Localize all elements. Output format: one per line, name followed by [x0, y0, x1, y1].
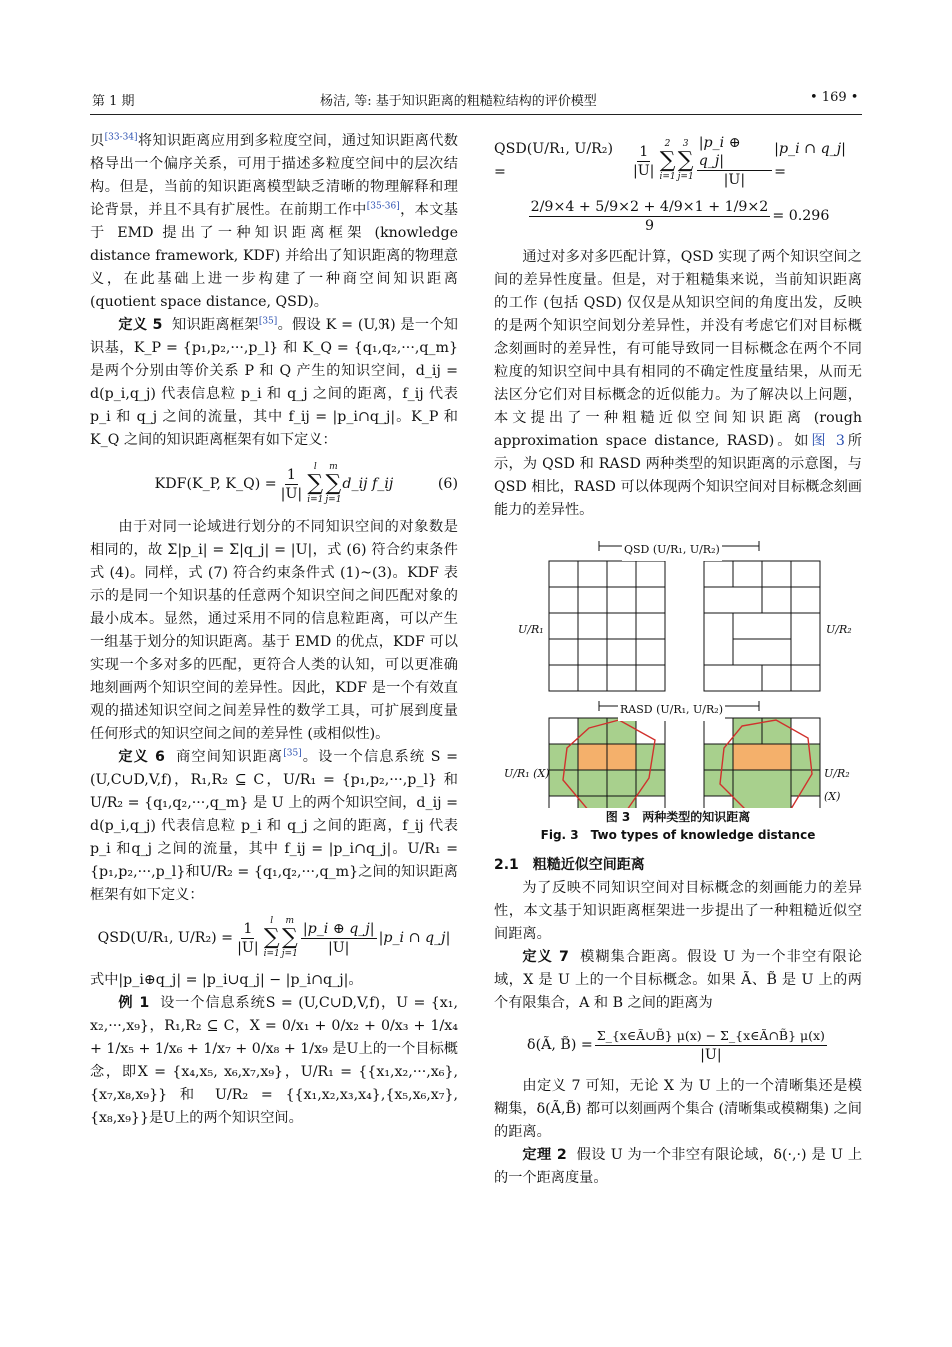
figure-link[interactable]: 图 3: [811, 433, 845, 449]
figure-caption-en: Fig. 3 Two types of knowledge distance: [540, 828, 816, 842]
citation[interactable]: [35-36]: [366, 201, 400, 212]
para-section-intro: 为了反映不同知识空间对目标概念的刻画能力的差异性，本文基于知识距离框架进一步提出了一种粗糙近似空间距离。: [494, 880, 862, 942]
definition-5: 定义 5 知识距离框架[35]。假设 K = (U,ℜ) 是一个知识基，K_P = {p₁,p₂,···,p_l} 和 K_Q = {q₁,q₂,···,q_m} 是两个分别由等价关系 P 和 Q 产生的知识空间，d_ij = d(p_i,q_j) 代表信息粒 p_i 和 q_j 之间的距离，f_ij 代表 p_i 和 q_j 之间的流量，其中 f_ij = |p_i∩q_j|。K_P 和 K_Q 之间的知识距离框架有如下定义：: [90, 316, 458, 448]
equation-6: KDF(K_P, K_Q) = $\frac{1}{|U|}$ l ∑ i=1 m ∑ j=1 d_ij f_ij (6): [154, 462, 458, 505]
figure-3: [494, 536, 862, 808]
section-2-1: 2.1 粗糙近似空间距离: [494, 857, 645, 873]
para-rasd-intro: 通过对多对多匹配计算，QSD 实现了两个知识空间之间的差异性度量。但是，对于粗糙集来说，当前知识距离的工作 (包括 QSD) 仅仅是从知识空间的角度出发，反映的是两个知识空间划分差异性，并没有考虑它们对目标概念刻画时的差异性，有可能导致同一目标概念在两个不同粒度的知识空间中具有相同的不确定性度量结果，从而无法区分它们对目标概念的近似能力。为了解决以上问题，本文提出了一种粗糙近似空间知识距离 (rough approximation space distance, RASD)。如图 3所示，为 QSD 和 RASD 两种类型的知识距离的示意图，与 QSD 相比，RASD 可以体现两个知识空间对目标概念刻画能力的差异性。: [494, 249, 862, 518]
equation-qsd-calc: $\frac{2/9\times 4 + 5/9\times 2 + 4/9\times 1 + 1/9\times 2}{9}$ = 0.296: [530, 198, 830, 234]
para-def7-note: 由定义 7 可知，无论 X 为 U 上的一个清晰集还是模糊集，δ(Ã,B̃) 都可以刻画两个集合 (清晰集或模糊集) 之间的距离。: [494, 1078, 862, 1140]
right-top-label: U/R₂: [826, 623, 852, 636]
left-bot-label: U/R₁ (X): [504, 767, 550, 780]
para-intro: 贝[33-34]将知识距离应用到多粒度空间，通过知识距离代数格导出一个偏序关系，可用于描述多粒度空间中的层次结构。但是，当前的知识距离模型缺乏清晰的物理解释和理论背景，并且不具有扩展性。在前期工作中[35-36]，本文基于 EMD 提出了一种知识距离框架 (knowledge distance framework, KDF) 并给出了知识距离的物理意义，在此基础上进一步构建了一种商空间知识距离 (quotient space distance, QSD)。: [90, 132, 458, 310]
header-rule: [90, 114, 862, 115]
definition-6: 定义 6 商空间知识距离[35]。设一个信息系统 S = (U,C∪D,V,f)，R₁,R₂ ⊆ C，U/R₁ = {p₁,p₂,···,p_l} 和 U/R₂ = {q₁,q₂,···,q_m} 是 U 上的两个知识空间，d_ij = d(p_i,q_j) 代表信息粒 p_i 和 q_j 之间的距离，f_ij 代表 p_i 和q_j 之间的流量，其中 f_ij = |p_i∩q_j|。U/R₁ = {p₁,p₂,···,p_l}和U/R₂ = {q₁,q₂,···,q_m}之间的知识距离框架有如下定义：: [90, 748, 458, 903]
citation[interactable]: [35]: [258, 316, 278, 327]
citation[interactable]: [33-34]: [104, 132, 138, 143]
equation-qsd-example: QSD(U/R₁, U/R₂) = $\frac{1}{|U|}$ 2 ∑ i=1 3 ∑ j=1 $\frac{|p\_i \oplus q\_j|}{|U|}$ |p_i ∩ q_j| =: [494, 134, 846, 188]
example-1: 例 1 设一个信息系统S = (U,C∪D,V,f)，U = {x₁, x₂,···,x₉}，R₁,R₂ ⊆ C，X = 0/x₁ + 0/x₂ + 0/x₃ + 1/x₄ + 1/x₅ + 1/x₆ + 1/x₇ + 0/x₈ + 1/x₉ 是U上的一个目标概念，即X = {x₄,x₅, x₆,x₇,x₉}，U/R₁ = {{x₁,x₂,···,x₆},{x₇,x₈,x₉}} 和 U/R₂ = {{x₁,x₂,x₃,x₄},{x₅,x₆,x₇},{x₈,x₉}}是U上的两个知识空间。: [90, 995, 458, 1126]
equation-7: QSD(U/R₁, U/R₂) = $\frac{1}{|U|}$ l ∑ i=1 m ∑ j=1 $\frac{|p\_i \oplus q\_j|}{|U|}$ |p_i ∩ q_j|: [97, 916, 451, 959]
equation-def7: δ(Ã, B̃) = $\frac{\Sigma\_\{x\in Ã\cup B̃\} \mu(x) - \Sigma\_\{x\in Ã\cap B̃\} \mu(x)}{|U|}$: [527, 1027, 825, 1063]
para-symdiff: 式中|p_i⊕q_j| = |p_i∪q_j| − |p_i∩q_j|。: [90, 972, 363, 988]
grid-ur1: [549, 561, 665, 691]
header-issue: 第 1 期: [92, 94, 135, 109]
right-bot-label: U/R₂ (X): [824, 767, 850, 803]
theorem-2: 定理 2 假设 U 为一个非空有限论域，δ(·,·) 是 U 上的一个距离度量。: [494, 1147, 863, 1186]
para-kdf: 由于对同一论域进行划分的不同知识空间的对象数是相同的，故 Σ|p_i| = Σ|q_j| = |U|，式 (6) 符合约束条件式 (4)。同样，式 (7) 符合约束条件式 (1)~(3)。KDF 表示的是同一个知识基的任意两个知识空间之间匹配对象的最小成本。显然，通过采用不同的信息粒距离，可以产生一组基于划分的知识距离。基于 EMD 的优点，KDF 可以实现一个多对多的匹配，更符合人类的认知，可以更准确地刻画两个知识空间的差异性。因此，KDF 是一个有效直观的描述知识空间之间差异性的数学工具，可扩展到度量任何形式的知识空间之间的差异性 (或相似性)。: [90, 519, 458, 742]
left-top-label: U/R₁: [518, 623, 544, 636]
qsd-label: QSD (U/R₁, U/R₂): [622, 538, 722, 561]
header-page: • 169 •: [810, 90, 859, 105]
left-column: [90, 130, 458, 1130]
grid-ur2-x: [704, 718, 820, 808]
header-title: 杨洁, 等: 基于知识距离的粗糙粒结构的评价模型: [320, 94, 597, 109]
rasd-label: RASD (U/R₁, U/R₂): [618, 698, 725, 721]
grid-ur2: [704, 561, 820, 691]
equation-number: (6): [437, 475, 458, 492]
citation[interactable]: [35]: [283, 748, 302, 759]
definition-7: 定义 7 模糊集合距离。假设 U 为一个非空有限论域，X 是 U 上的一个目标概念。如果 Ã、B̃ 是 U 上的两个有限集合，A 和 B 之间的距离为: [494, 949, 862, 1011]
grid-ur1-x: [549, 718, 665, 808]
figure-caption-cn: 图 3 两种类型的知识距离: [605, 810, 751, 824]
right-column: [494, 130, 862, 1190]
